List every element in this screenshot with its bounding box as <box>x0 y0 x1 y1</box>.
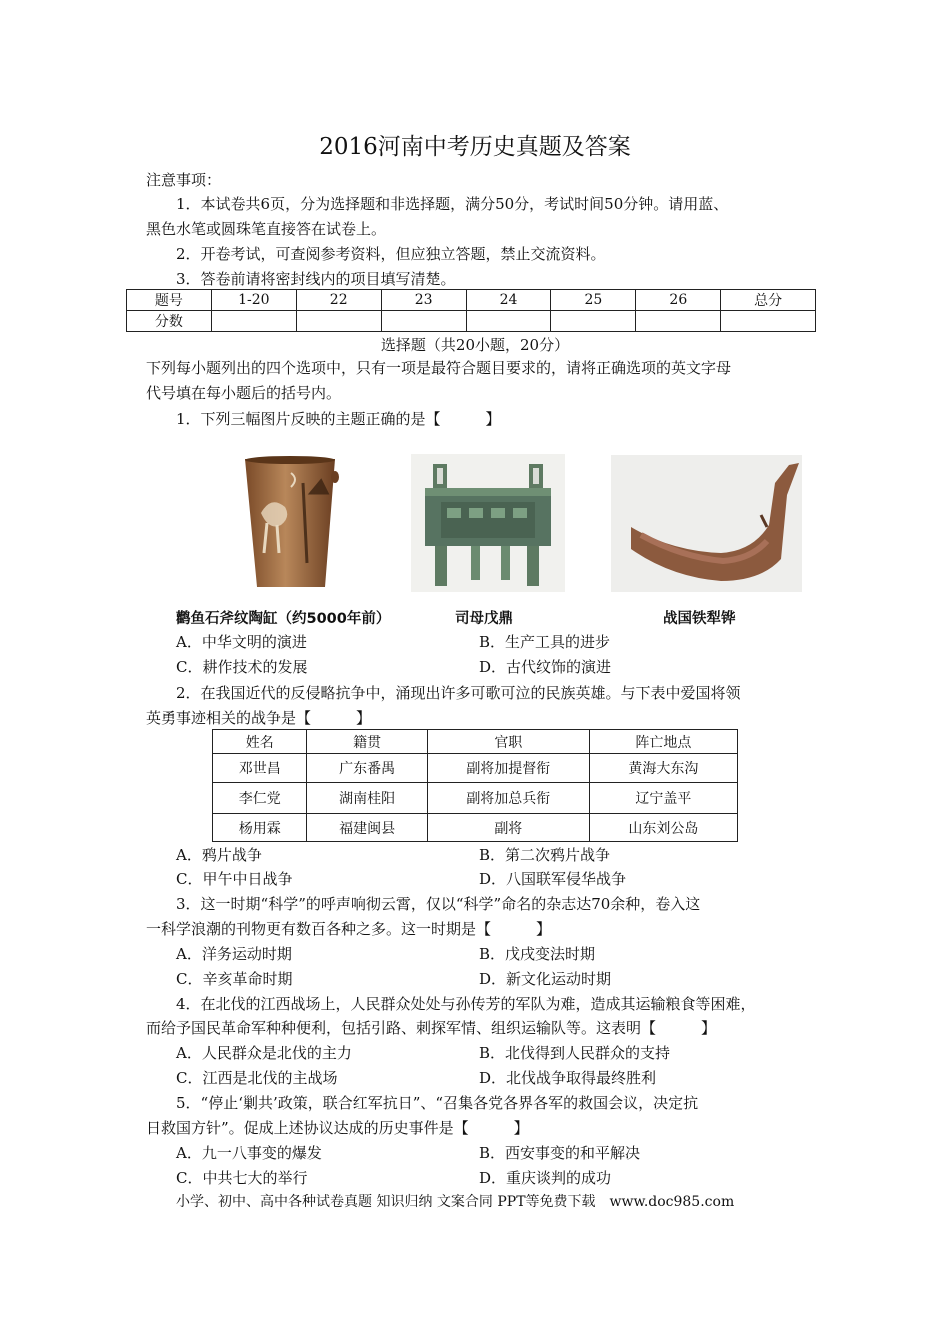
table-cell: 副将加总兵衔 <box>427 783 589 814</box>
notice-item: 黑色水笔或圆珠笔直接答在试卷上。 <box>146 220 387 238</box>
option-a: A．洋务运动时期 <box>176 945 292 963</box>
score-input-cell[interactable] <box>211 311 296 332</box>
q3-stem: 3．这一时期“科学”的呼声响彻云霄，仅以“科学”命名的杂志达70余种，卷入这 <box>176 895 701 913</box>
table-header-cell: 阵亡地点 <box>589 730 737 754</box>
image-caption: 鹳鱼石斧纹陶缸（约5000年前） <box>176 611 391 627</box>
option-b: B．生产工具的进步 <box>479 633 611 651</box>
table-row <box>213 814 738 842</box>
iron-plowshare-image <box>611 455 802 592</box>
table-cell: 邓世昌 <box>213 754 307 783</box>
q4-stem: 4．在北伐的江西战场上，人民群众处处与孙传芳的军队为难，造成其运输粮食等困难， <box>176 995 756 1013</box>
score-header-cell: 24 <box>466 290 551 311</box>
notice-heading: 注意事项： <box>146 171 222 189</box>
table-cell: 山东刘公岛 <box>589 814 737 842</box>
option-b: B．西安事变的和平解决 <box>479 1144 641 1162</box>
page-title: 2016河南中考历史真题及答案 <box>319 134 631 160</box>
generals-table <box>212 729 738 842</box>
option-a: A．中华文明的演进 <box>176 633 307 651</box>
table-row <box>213 783 738 814</box>
option-b: B．第二次鸦片战争 <box>479 846 611 864</box>
table-cell: 李仁党 <box>213 783 307 814</box>
score-label-cell: 分数 <box>127 311 212 332</box>
table-cell: 副将 <box>427 814 589 842</box>
score-input-cell[interactable] <box>296 311 381 332</box>
option-c: C．中共七大的举行 <box>176 1169 308 1187</box>
notice-item: 2．开卷考试，可查阅参考资料，但应独立答题，禁止交流资料。 <box>176 245 606 263</box>
option-b: B．北伐得到人民群众的支持 <box>479 1044 671 1062</box>
option-d: D．新文化运动时期 <box>479 970 612 988</box>
option-a: A．九一八事变的爆发 <box>176 1144 322 1162</box>
option-d: D．古代纹饰的演进 <box>479 658 612 676</box>
image-caption: 司母戊鼎 <box>455 611 513 627</box>
score-header-cell: 23 <box>381 290 466 311</box>
q5-stem: 5．“停止‘剿共’政策，联合红军抗日”、“召集各党各界各军的救国会议，决定抗 <box>176 1094 699 1112</box>
option-c: C．辛亥革命时期 <box>176 970 293 988</box>
table-cell: 湖南桂阳 <box>307 783 427 814</box>
section-intro: 下列每小题列出的四个选项中，只有一项是最符合题目要求的，请将正确选项的英文字母 <box>146 359 732 377</box>
section-intro: 代号填在每小题后的括号内。 <box>146 384 342 402</box>
score-input-cell[interactable] <box>721 311 816 332</box>
score-header-cell: 总分 <box>721 290 816 311</box>
q2-stem: 英勇事迹相关的战争是【 】 <box>146 709 372 727</box>
table-header-cell: 籍贯 <box>307 730 427 754</box>
score-header-cell: 22 <box>296 290 381 311</box>
q4-stem: 而给予国民革命军种种便利，包括引路、刺探军情、组织运输队等。这表明【 】 <box>146 1019 717 1037</box>
score-header-cell: 1-20 <box>211 290 296 311</box>
option-d: D．北伐战争取得最终胜利 <box>479 1069 657 1087</box>
score-table <box>126 289 816 332</box>
table-cell: 副将加提督衔 <box>427 754 589 783</box>
footer: 小学、初中、高中各种试卷真题 知识归纳 文案合同 PPT等免费下载 www.doc985.com <box>176 1194 735 1210</box>
score-header-cell: 题号 <box>127 290 212 311</box>
table-header-cell: 官职 <box>427 730 589 754</box>
table-cell: 杨用霖 <box>213 814 307 842</box>
score-input-cell[interactable] <box>551 311 636 332</box>
score-header-cell: 25 <box>551 290 636 311</box>
score-input-cell[interactable] <box>381 311 466 332</box>
image-caption: 战国铁犁铧 <box>663 611 736 627</box>
notice-item: 3．答卷前请将密封线内的项目填写清楚。 <box>176 270 456 288</box>
q5-stem: 日救国方针”。促成上述协议达成的历史事件是【 】 <box>146 1119 529 1137</box>
score-input-cell[interactable] <box>636 311 721 332</box>
option-a: A．鸦片战争 <box>176 846 262 864</box>
option-b: B．戊戌变法时期 <box>479 945 596 963</box>
q2-stem: 2．在我国近代的反侵略抗争中，涌现出许多可歌可泣的民族英雄。与下表中爱国将领 <box>176 684 741 702</box>
option-a: A．人民群众是北伐的主力 <box>176 1044 352 1062</box>
option-d: D．八国联军侵华战争 <box>479 870 627 888</box>
option-d: D．重庆谈判的成功 <box>479 1169 612 1187</box>
table-row <box>213 754 738 783</box>
table-cell: 黄海大东沟 <box>589 754 737 783</box>
section-heading: 选择题（共20小题，20分） <box>380 336 570 354</box>
table-cell: 辽宁盖平 <box>589 783 737 814</box>
option-c: C．甲午中日战争 <box>176 870 293 888</box>
option-c: C．江西是北伐的主战场 <box>176 1069 338 1087</box>
pottery-jar-image <box>241 453 339 593</box>
bronze-ding-image <box>411 454 565 592</box>
notice-item: 1．本试卷共6页，分为选择题和非选择题，满分50分，考试时间50分钟。请用蓝、 <box>176 195 729 213</box>
q1-stem: 1．下列三幅图片反映的主题正确的是【 】 <box>176 410 501 428</box>
score-input-cell[interactable] <box>466 311 551 332</box>
table-header-cell: 姓名 <box>213 730 307 754</box>
option-c: C．耕作技术的发展 <box>176 658 308 676</box>
score-header-cell: 26 <box>636 290 721 311</box>
table-cell: 福建闽县 <box>307 814 427 842</box>
table-cell: 广东番禺 <box>307 754 427 783</box>
q3-stem: 一科学浪潮的刊物更有数百各种之多。这一时期是【 】 <box>146 920 552 938</box>
